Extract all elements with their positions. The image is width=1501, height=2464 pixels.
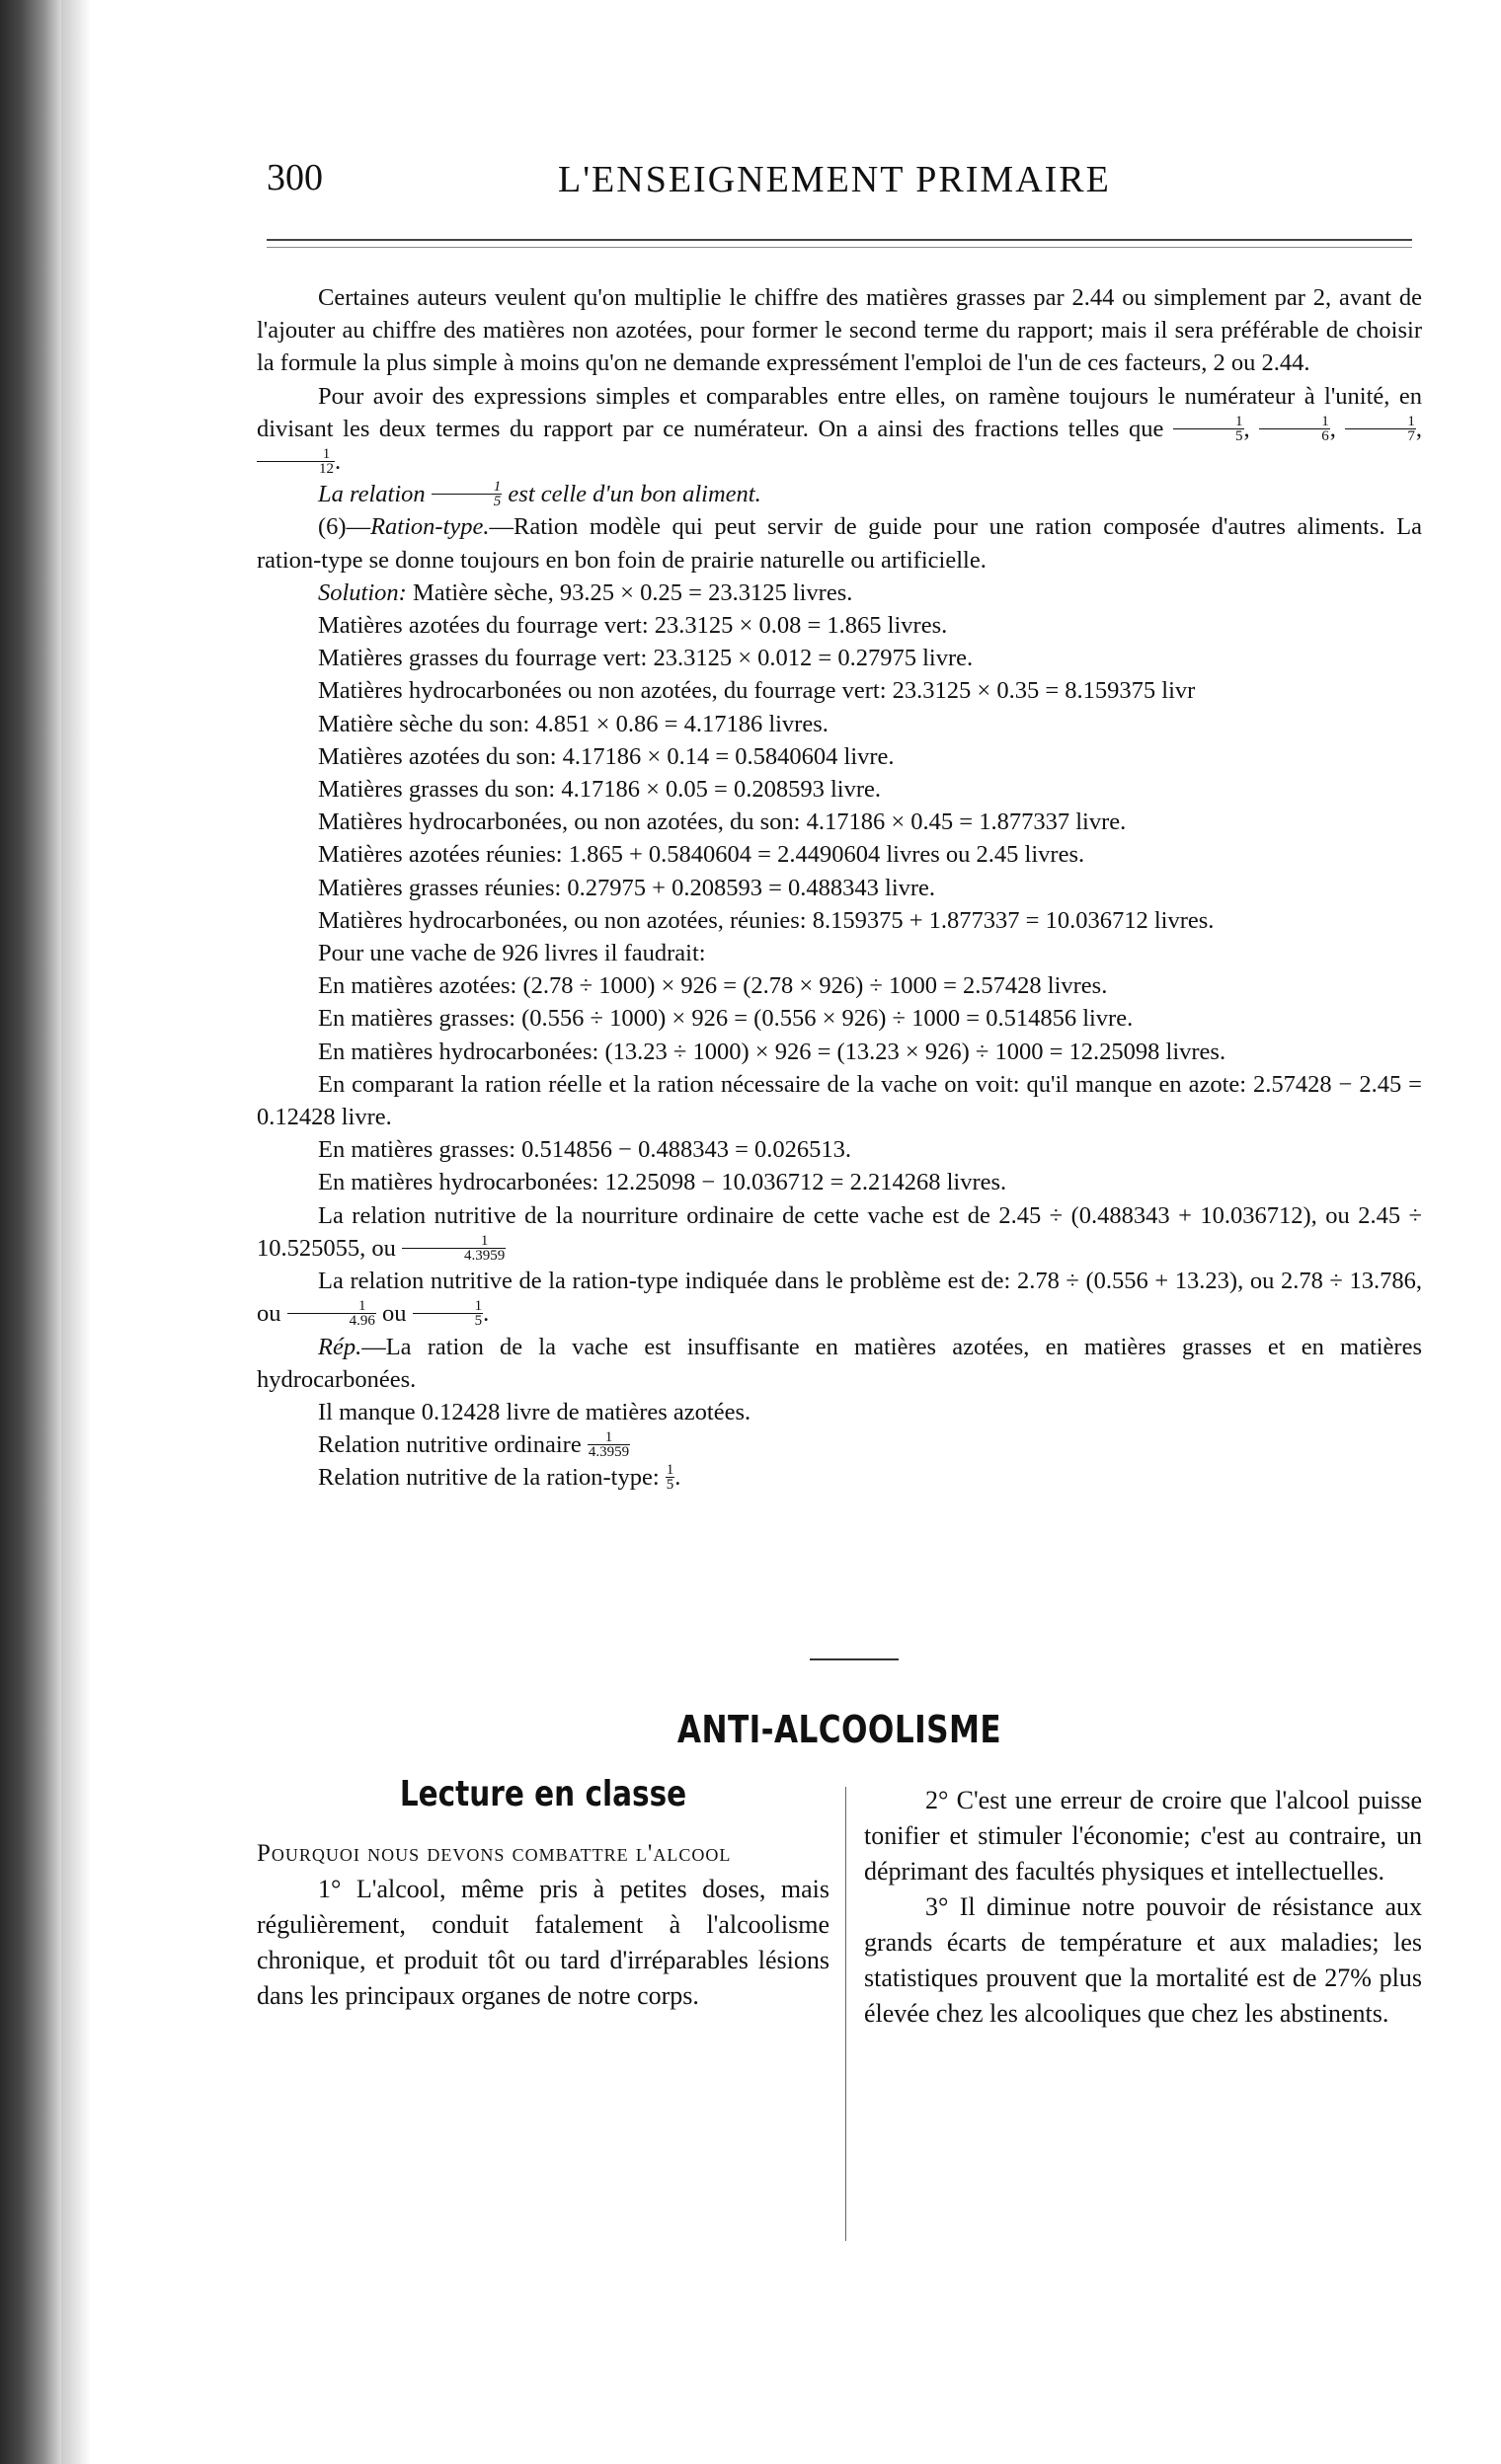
lecture-subtitle: Pourquoi nous devons combattre l'alcool [257,1840,732,1867]
paragraph-ration-type: (6)—Ration-type.—Ration modèle qui peut servir de guide pour une ration composée d'autres aliments. La ration-type se donne toujours en bon foin de prairie naturelle ou artificielle. [257,513,1422,574]
paragraph-1: Certaines auteurs veulent qu'on multiplie le chiffre des matières grasses par 2.44 ou simplement par 2, avant de l'ajouter au chiffre des matières non azotées, pour former le second terme du rapport; mais il sera préférable de choisir la formule la plus simple à moins qu'on ne demande expressément l'emploi de l'un de ces facteurs, 2 ou 2.44. [257,284,1422,377]
relation-ration-type: La relation nutritive de la ration-type indiquée dans le problème est de: 2.78 ÷ (0.556 + 13.23), ou 2.78 ÷ 13.786, ou $\frac{1}{4.96}$ ou $\frac{1}{5}$ . [257,1268,1422,1330]
fraction-3: $\frac{1}{7}$ [1345,415,1416,443]
final-line: Relation nutritive ordinaire $\frac{1}{4.3959}$ [318,1429,630,1461]
calc-line: En matières azotées: (2.78 ÷ 1000) × 926 = (2.78 × 926) ÷ 1000 = 2.57428 livres. [318,972,1108,1000]
final-line: Relation nutritive de la ration-type: $\frac{1}{5}$ . [318,1462,681,1494]
calc-line: Matières grasses réunies: 0.27975 + 0.208593 = 0.488343 livre. [318,874,936,901]
section-divider [810,1658,899,1660]
right-paragraph-2: 3° Il diminue notre pouvoir de résistance aux grands écarts de température et aux maladies; les statistiques prouvent que la mortalité est de 27% plus élevée chez les alcooliques que chez les abstinents. [864,1892,1422,2028]
paragraph-2-text: Pour avoir des expressions simples et comparables entre elles, on ramène toujours le numérateur à l'unité, en divisant les deux termes du rapport par ce numérateur. On a ainsi des fractions telles que [257,382,1422,442]
calc-line: Matière sèche du son: 4.851 × 0.86 = 4.17186 livres. [318,710,829,737]
body-text [257,281,1422,1495]
compare-line: En comparant la ration réelle et la ration nécessaire de la vache on voit: qu'il manque en azote: 2.57428 − 2.45 = 0.12428 livre. [257,1070,1422,1131]
calc-line: Matières grasses du fourrage vert: 23.3125 × 0.012 = 0.27975 livre. [318,645,974,672]
calc-line: Matières azotées réunies: 1.865 + 0.5840604 = 2.4490604 livres ou 2.45 livres. [318,841,1085,869]
fraction-good-aliment: $\frac{1}{5}$ [432,480,503,508]
header-rule [267,239,1412,248]
section-title: ANTI-ALCOOLISME [676,1708,1002,1751]
page-number: 300 [267,157,323,198]
column-divider [845,1787,846,2241]
right-paragraph-1: 2° C'est une erreur de croire que l'alcool puisse tonifier et stimuler l'économie; c'est au contraire, un déprimant des facultés physiques et intellectuelles. [864,1786,1422,1886]
fraction-1: $\frac{1}{5}$ [1173,415,1244,443]
fraction-4: $\frac{1}{12}$ [257,447,335,476]
fraction-relation-type-1: $\frac{1}{4.96}$ [287,1299,376,1328]
final-lines [257,1396,1422,1495]
calc-line: Matières azotées du son: 4.17186 × 0.14 = 0.5840604 livre. [318,742,895,770]
lecture-title: Lecture en classe [399,1774,687,1814]
paragraph-2: Pour avoir des expressions simples et comparables entre elles, on ramène toujours le numérateur à l'unité, en divisant les deux termes du rapport par ce numérateur. On a ainsi des fractions telles que $\frac{1}{5}$ , $\frac{1}{6}$ , $\frac{1}{7}$ , $\frac{1}{12}$ . [257,382,1423,478]
relation-ordinary: La relation nutritive de la nourriture ordinaire de cette vache est de 2.45 ÷ (0.488343 + 10.036712), ou 2.45 ÷ 10.525055, ou $\frac{1}{4.3959}$ [257,1201,1422,1264]
compare-sub-line: En matières grasses: 0.514856 − 0.488343 = 0.026513. [318,1136,852,1164]
left-paragraph: 1° L'alcool, même pris à petites doses, mais régulièrement, conduit fatalement à l'alcoolisme chronique, et produit tôt ou tard d'irréparables lésions dans les principaux organes de notre corps. [257,1875,830,2010]
calc-line: Matières hydrocarbonées ou non azotées, du fourrage vert: 23.3125 × 0.35 = 8.159375 livr [318,677,1196,705]
fraction-relation-type-2: $\frac{1}{5}$ [413,1299,484,1328]
running-title: L'ENSEIGNEMENT PRIMAIRE [558,159,1111,200]
right-column [864,1783,1422,2032]
calc-line: Matières hydrocarbonées, ou non azotées, du son: 4.17186 × 0.45 = 1.877337 livre. [318,808,1127,836]
solution-line: Solution: Matière sèche, 93.25 × 0.25 = 23.3125 livres. [318,578,853,606]
final-line: Il manque 0.12428 livre de matières azotées. [318,1398,751,1425]
fraction-final-2: $\frac{1}{5}$ [666,1462,674,1494]
calc-line: Matières hydrocarbonées, ou non azotées, réunies: 8.159375 + 1.877337 = 10.036712 livres. [318,906,1215,934]
solution-lines [257,577,1422,1036]
fraction-final-1: $\frac{1}{4.3959}$ [588,1429,630,1461]
page-header [257,148,1442,207]
book-binding-edge [0,0,61,2464]
binding-shadow [61,0,91,2464]
page [257,148,1442,2028]
compare-sub-line: En matières hydrocarbonées: 12.25098 − 10.036712 = 2.214268 livres. [318,1169,1007,1196]
calc-line: En matières grasses: (0.556 ÷ 1000) × 926 = (0.556 × 926) ÷ 1000 = 0.514856 livre. [318,1005,1134,1033]
fraction-2: $\frac{1}{6}$ [1259,415,1330,443]
fraction-relation-ordinary: $\frac{1}{4.3959}$ [402,1234,506,1263]
calc-line: Pour une vache de 926 livres il faudrait: [318,940,706,967]
calc-line: Matières grasses du son: 4.17186 × 0.05 = 0.208593 livre. [318,776,881,804]
left-column [257,1774,830,2014]
calc-line: Matières azotées du fourrage vert: 23.3125 × 0.08 = 1.865 livres. [318,612,948,640]
response-paragraph: Rép.—La ration de la vache est insuffisante en matières azotées, en matières grasses et en matières hydrocarbonées. [257,1333,1422,1393]
hydro-line: En matières hydrocarbonées: (13.23 ÷ 1000) × 926 = (13.23 × 926) ÷ 1000 = 12.25098 livres. [318,1038,1226,1065]
paragraph-3: La relation $\frac{1}{5}$ est celle d'un bon aliment. [318,479,761,510]
compare-lines [257,1133,1422,1198]
